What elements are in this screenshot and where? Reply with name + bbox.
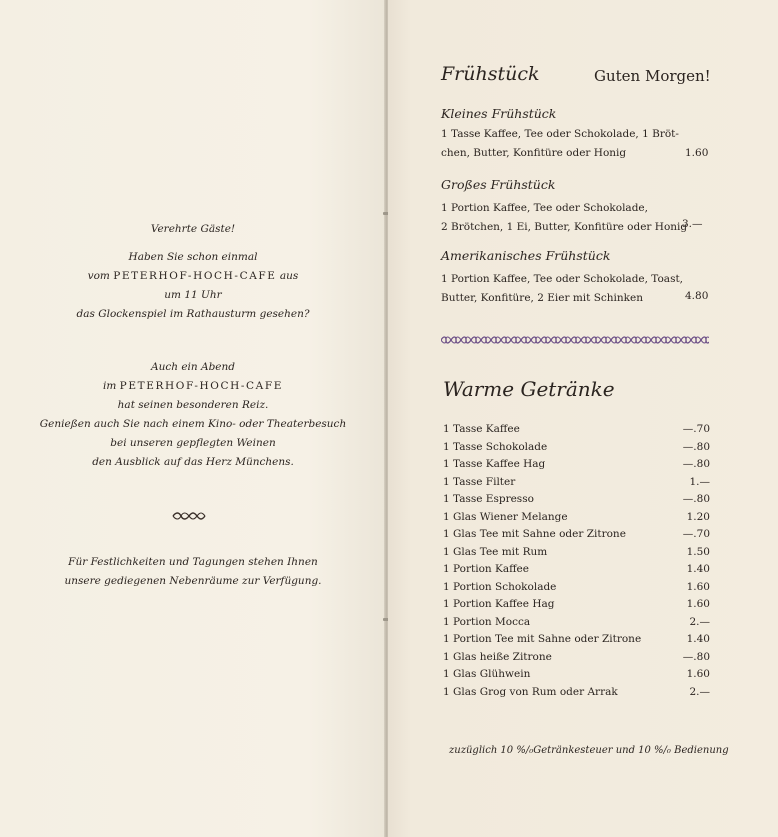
evening-line: den Ausblick auf das Herz Münchens. (92, 456, 294, 468)
decorative-divider-icon (441, 335, 709, 345)
breakfast-item-description: 1 Portion Kaffee, Tee oder Schokolade, Toast, Butter, Konfitüre, 2 Eier mit Schinken (441, 273, 684, 304)
drink-row (443, 509, 710, 527)
drink-row (443, 421, 710, 439)
evening-paragraph (0, 358, 386, 472)
drink-price: 1.60 (686, 668, 710, 680)
breakfast-item-price: 1.60 (685, 147, 709, 159)
breakfast-title: Frühstück (441, 63, 540, 85)
drink-row (443, 666, 710, 684)
drink-price: 2.— (689, 615, 710, 628)
drink-name: 1 Tasse Schokolade (443, 440, 548, 453)
cafe-name: PETERHOF-HOCH-CAFE (113, 270, 277, 282)
drink-price: 1.40 (686, 563, 710, 575)
breakfast-item-price: 3.— (682, 218, 703, 230)
drink-name: 1 Tasse Kaffee Hag (443, 458, 546, 470)
events-paragraph (0, 553, 386, 591)
drink-name: 1 Tasse Kaffee (443, 423, 520, 435)
intro-line: das Glockenspiel im Rathausturm gesehen? (76, 308, 310, 320)
drink-row (443, 456, 710, 474)
breakfast-item-name: Großes Frühstück (441, 177, 556, 192)
drink-row (443, 439, 710, 457)
drink-price: —.80 (682, 493, 710, 505)
events-line: Für Festlichkeiten und Tagungen stehen Ihnen (68, 556, 318, 568)
drink-row (443, 631, 710, 649)
drink-price: —.80 (682, 650, 710, 663)
guest-greeting: Verehrte Gäste! (150, 223, 236, 235)
drink-price: 1.20 (686, 510, 710, 523)
evening-line: Genießen auch Sie nach einem Kino- oder Theaterbesuch (39, 418, 347, 430)
drink-row (443, 596, 710, 614)
intro-line-cafe: vom PETERHOF-HOCH-CAFE aus (87, 270, 299, 282)
events-line: unsere gediegenen Nebenräume zur Verfügung. (64, 575, 322, 587)
drink-row (443, 544, 710, 562)
drink-row (443, 684, 710, 702)
drink-name: 1 Tasse Espresso (443, 493, 534, 505)
drink-row (443, 491, 710, 509)
evening-line-cafe: im PETERHOF-HOCH-CAFE (103, 380, 283, 392)
intro-line: um 11 Uhr (164, 289, 222, 301)
intro-paragraph (0, 248, 386, 324)
warm-drinks-title: Warme Getränke (443, 377, 615, 401)
drink-price: 1.60 (686, 598, 710, 610)
drink-price: —.70 (682, 423, 710, 435)
drink-row (443, 474, 710, 492)
drink-name: 1 Portion Tee mit Sahne oder Zitrone (443, 633, 642, 645)
drink-name: 1 Glas Wiener Melange (443, 510, 568, 523)
drink-row (443, 614, 710, 632)
intro-line: Haben Sie schon einmal (128, 251, 258, 263)
drink-row (443, 649, 710, 667)
surcharge-footnote: zuzüglich 10 %/₀Getränkesteuer und 10 %/₀ Bedienung (449, 745, 729, 756)
breakfast-item-name: Kleines Frühstück (441, 106, 557, 121)
drink-name: 1 Portion Kaffee Hag (443, 598, 555, 610)
drink-name: 1 Glas Glühwein (443, 668, 531, 680)
drink-name: 1 Portion Schokolade (443, 580, 557, 593)
drink-name: 1 Glas Tee mit Rum (443, 545, 548, 558)
ornament-icon (172, 511, 206, 521)
drink-price: —.80 (682, 440, 710, 453)
evening-line: hat seinen besonderen Reiz. (117, 399, 269, 411)
drink-name: 1 Tasse Filter (443, 475, 516, 488)
drink-name: 1 Portion Mocca (443, 615, 531, 628)
drink-name: 1 Glas heiße Zitrone (443, 650, 552, 663)
drink-row (443, 561, 710, 579)
breakfast-greeting: Guten Morgen! (594, 67, 711, 85)
drink-row (443, 526, 710, 544)
evening-line: Auch ein Abend (151, 361, 235, 373)
drink-price: 1.40 (686, 633, 710, 645)
breakfast-item-price: 4.80 (685, 290, 709, 302)
drink-row (443, 579, 710, 597)
cafe-name: PETERHOF-HOCH-CAFE (119, 380, 283, 392)
drink-price: —.70 (682, 528, 710, 540)
drink-name: 1 Portion Kaffee (443, 563, 529, 575)
drink-name: 1 Glas Grog von Rum oder Arrak (443, 685, 618, 698)
drink-name: 1 Glas Tee mit Sahne oder Zitrone (443, 528, 626, 540)
evening-line: bei unseren gepflegten Weinen (110, 437, 276, 449)
drink-price: 2.— (689, 685, 710, 698)
drink-price: 1.— (689, 475, 710, 488)
drink-price: 1.50 (686, 545, 710, 558)
left-page (0, 0, 386, 837)
drink-price: —.80 (682, 458, 710, 470)
drink-price: 1.60 (686, 580, 710, 593)
breakfast-item-description: 1 Tasse Kaffee, Tee oder Schokolade, 1 Bröt- chen, Butter, Konfitüre oder Honig (441, 128, 679, 159)
breakfast-item-description: 1 Portion Kaffee, Tee oder Schokolade, 2 Brötchen, 1 Ei, Butter, Konfitüre oder Honig (441, 202, 688, 233)
breakfast-item-name: Amerikanisches Frühstück (441, 248, 611, 263)
